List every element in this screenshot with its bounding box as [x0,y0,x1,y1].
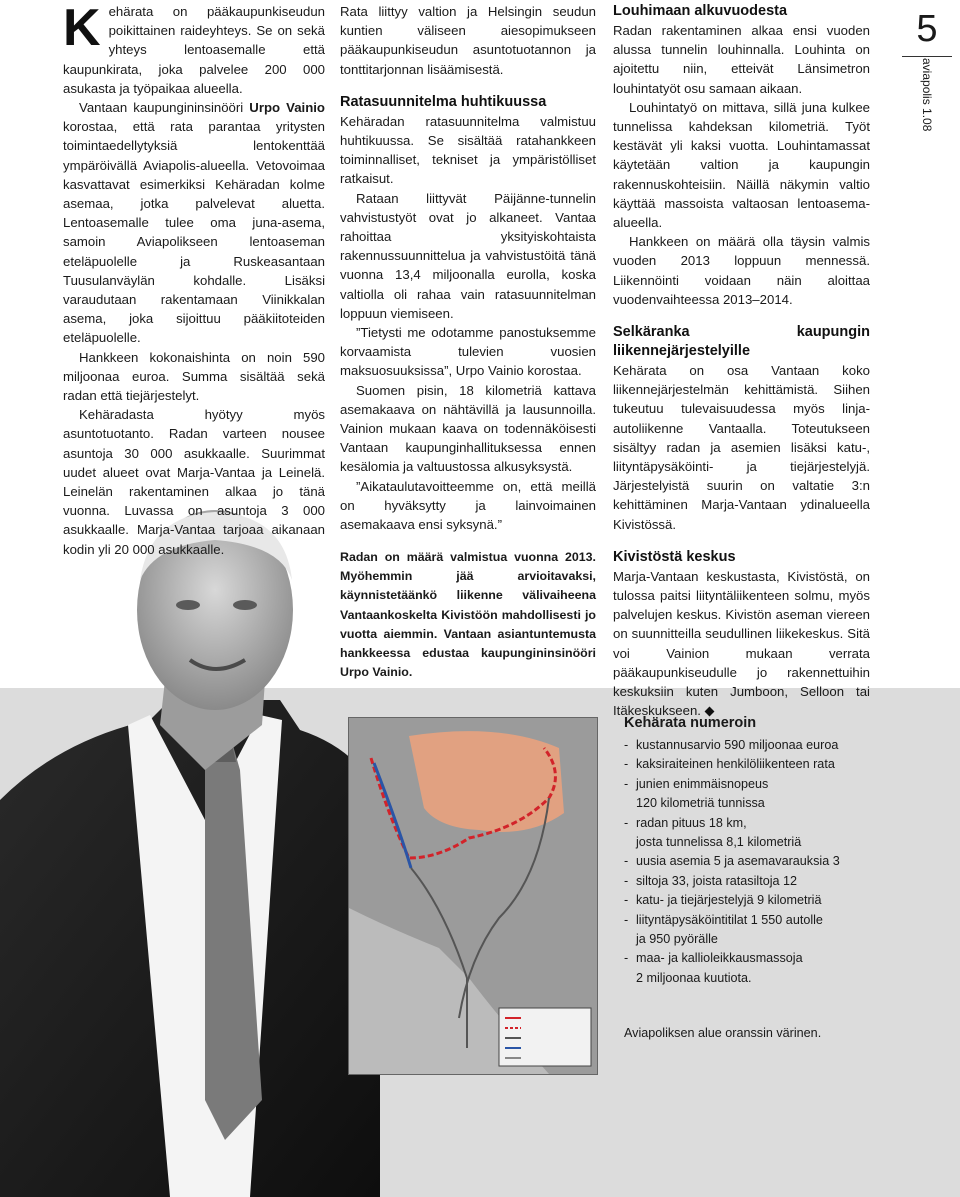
fact-item-continued: ja 950 pyörälle [636,932,718,947]
map-caption: Aviapoliksen alue oranssin värinen. [624,1026,822,1040]
portrait-photo [0,500,380,1197]
factbox-list [624,736,924,988]
paragraph-tunnel-length: Louhintatyö on mittava, sillä juna kulkee tunnelissa kahdeksan kilometriä. Työt kestävät yli kaksi vuotta. Louhintamassat käytetään valtion ja kaupungin rakennuskohteisiin. Näillä näkymin valtio käyttää massoista valtaosan lentoasema-alueella. [613,99,870,231]
drop-cap: K [63,0,101,57]
paragraph-excavation: Radan rakentaminen alkaa ensi vuoden alussa tunnelin louhinnalla. Louhinta on ajoitettu niin, etteivät Länsimetron louhintatyöt osu samaan aikaan. [613,23,870,96]
paragraph-tunnel: Rataan liittyvät Päijänne-tunnelin vahvistustyöt ovat jo alkaneet. Vantaa rahoittaa yksityiskohtaista rakennussuunnittelua ja vahvistustöitä tänä vuonna 13,4 miljoonalla eurolla, koska valtiolla oli rahaa vain ratasuunnitelman loppuun viemiseen. [340,190,596,321]
paragraph-cost: Hankkeen kokonaishinta on noin 590 miljoonaa euroa. Summa sisältää sekä radan että tiejärjestelyt. [63,349,325,404]
article-column-3 [613,2,870,721]
fact-item: - maa- ja kallioleikkausmassoja [624,951,803,966]
paragraph-quote-1: ”Tietysti me odotamme panostuksemme korvaamista tulevien vuosien maksuosuuksissa”, Urpo Vainio korostaa. [340,325,596,379]
article-column-1 [63,2,325,559]
fact-item: - siltoja 33, joista ratasiltoja 12 [624,873,798,888]
fact-item: - kaksiraiteinen henkilöliikenteen rata [624,757,835,772]
page-number-block [912,6,942,131]
paragraph-completion: Hankkeen on määrä olla täysin valmis vuoden 2013 loppuun mennessä. Liikennöinti voidaan näin aloittaa vuodenvaihteessa 2013–2014. [613,234,870,307]
route-map [348,717,598,1075]
paragraph-housing: Kehäradasta hyötyy myös asuntotuotanto. Radan varteen nousee asuntoja 30 000 asukkaalle. Suurimmat uudet alueet ovat Marja-Vantaa ja Leinelä. Leinelän rakentaminen alkaa jo tänä vuonna. Luvassa on asuntoja 3 000 asukkaalle. Marja-Vantaa tarjoaa aikanaan kodin yli 20 000 asukkaalle. [63,407,325,557]
person-name: Urpo Vainio [249,100,325,116]
factbox-title: Kehärata numeroin [624,715,757,731]
paragraph-kivisto: Marja-Vantaan keskustasta, Kivistöstä, on tulossa paitsi liityntäliikenteen solmu, myös palvelujen keskus. Kivistön aseman viereen on suunnitteilla seudullinen liikekeskus. Sitä voi Vainion mukaan verrata pääkaupunkiseudulle jo rakennettuihin keskuksiin kuten Jumboon, Selloon tai Itäkeskukseen. [613,568,870,719]
heading-backbone: Selkäranka kaupungin liikennejärjestelyille [613,324,870,360]
fact-item: - radan pituus 18 km, [624,815,747,830]
fact-item-continued: 2 miljoonaa kuutiota. [636,970,752,985]
photo-caption: Radan on määrä valmistua vuonna 2013. Myöhemmin jää arvioitavaksi, käynnistetäänkö liikenne välivaiheena Vantaankoskelta Kivistöön mahdollisesti jo vuotta aiemmin. Vantaan asiantuntemusta hankkeessa edustaa kaupungininsinööri Urpo Vainio. [340,550,596,680]
fact-item: - kustannusarvio 590 miljoonaa euroa [624,738,839,752]
paragraph-transport-system: Kehärata on osa Vantaan koko liikennejärjestelmän kehittämistä. Siihen tukeutuu tulevaisuudessa myös linja-autoliikenne Vantaalla. Toteutukseen sisältyy radan ja asemien lisäksi katu-, liityntäpysäköinti- ja tiejärjestelyjä. Järjestelyistä suurin on valtatie 3:n kehittäminen Marja-Vantaan ydinalueella Kivistössä. [613,363,870,532]
fact-item-continued: josta tunnelissa 8,1 kilometriä [636,835,802,850]
paragraph-track-plan: Kehäradan ratasuunnitelma valmistuu huhtikuussa. Se sisältää ratahankkeen toiminnalliset, tekniset ja ympäristölliset ratkaisut. [340,113,596,187]
heading-track-plan: Ratasuunnitelma huhtikuussa [340,93,547,110]
page-number: 5 [916,8,938,50]
paragraph-zoning: Suomen pisin, 18 kilometriä kattava asemakaava on nähtävillä ja lausunnoilla. Vainion mukaan kaava on todennäköisesti Vantaan kaupunginhallituksessa ennen kesälomia ja valtuustossa alkusyksystä. [340,382,596,475]
article-column-2 [340,2,596,534]
fact-item: - junien enimmäisnopeus [624,776,769,791]
fact-item: - liityntäpysäköintitilat 1 550 autolle [624,912,823,927]
heading-excavation: Louhimaan alkuvuodesta [613,3,788,19]
route-map-graphic [349,718,597,1074]
fact-item: - katu- ja tiejärjestelyjä 9 kilometriä [624,893,822,908]
fact-item: - uusia asemia 5 ja asemavarauksia 3 [624,854,840,869]
paragraph-agreement: Rata liittyy valtion ja Helsingin seudun kuntien väliseen aiesopimukseen pääkaupunkiseudun asuntotuotannon ja tonttitarjonnan lisäämisestä. [340,4,596,77]
intro-paragraph: ehärata on pääkaupunkiseudun poikittainen raideyhteys. Se on sekä yhteys lentoasemalle että kaupunkirata, joka palvelee 200 000 asukasta ja työpaikaa alueella. [63,4,325,96]
fact-item-continued: 120 kilometriä tunnissa [636,796,765,811]
paragraph-vainio: Vantaan kaupungininsinööri Urpo Vainio korostaa, että rata parantaa yritysten toimintaedellytyksiä lentokenttää ympäröivällä Aviapolis-alueella. Vetovoimaa kasvattavat esimerkiksi Kehäradan kolme asemaa, jotka palvelevat aluetta. Lentoasemalle tulee oma juna-asema, samoin Aviapolikseen lentoaseman eteläpuolelle ja Ruskeasantaan Tuusulanväylän kohdalle. Lisäksi varaudutaan rakentamaan Viinikkalan asema, joka sijoittuu pääkiitoteiden eteläpuolelle. [63,100,325,346]
heading-kivisto: Kivistöstä keskus [613,548,736,565]
publication-name: aviapolis 1.08 [920,58,934,132]
paragraph-quote-2: ”Aikataulutavoitteemme on, että meillä on hyväksytty ja lainvoimainen asemakaava ensi syksynä.” [340,478,596,533]
